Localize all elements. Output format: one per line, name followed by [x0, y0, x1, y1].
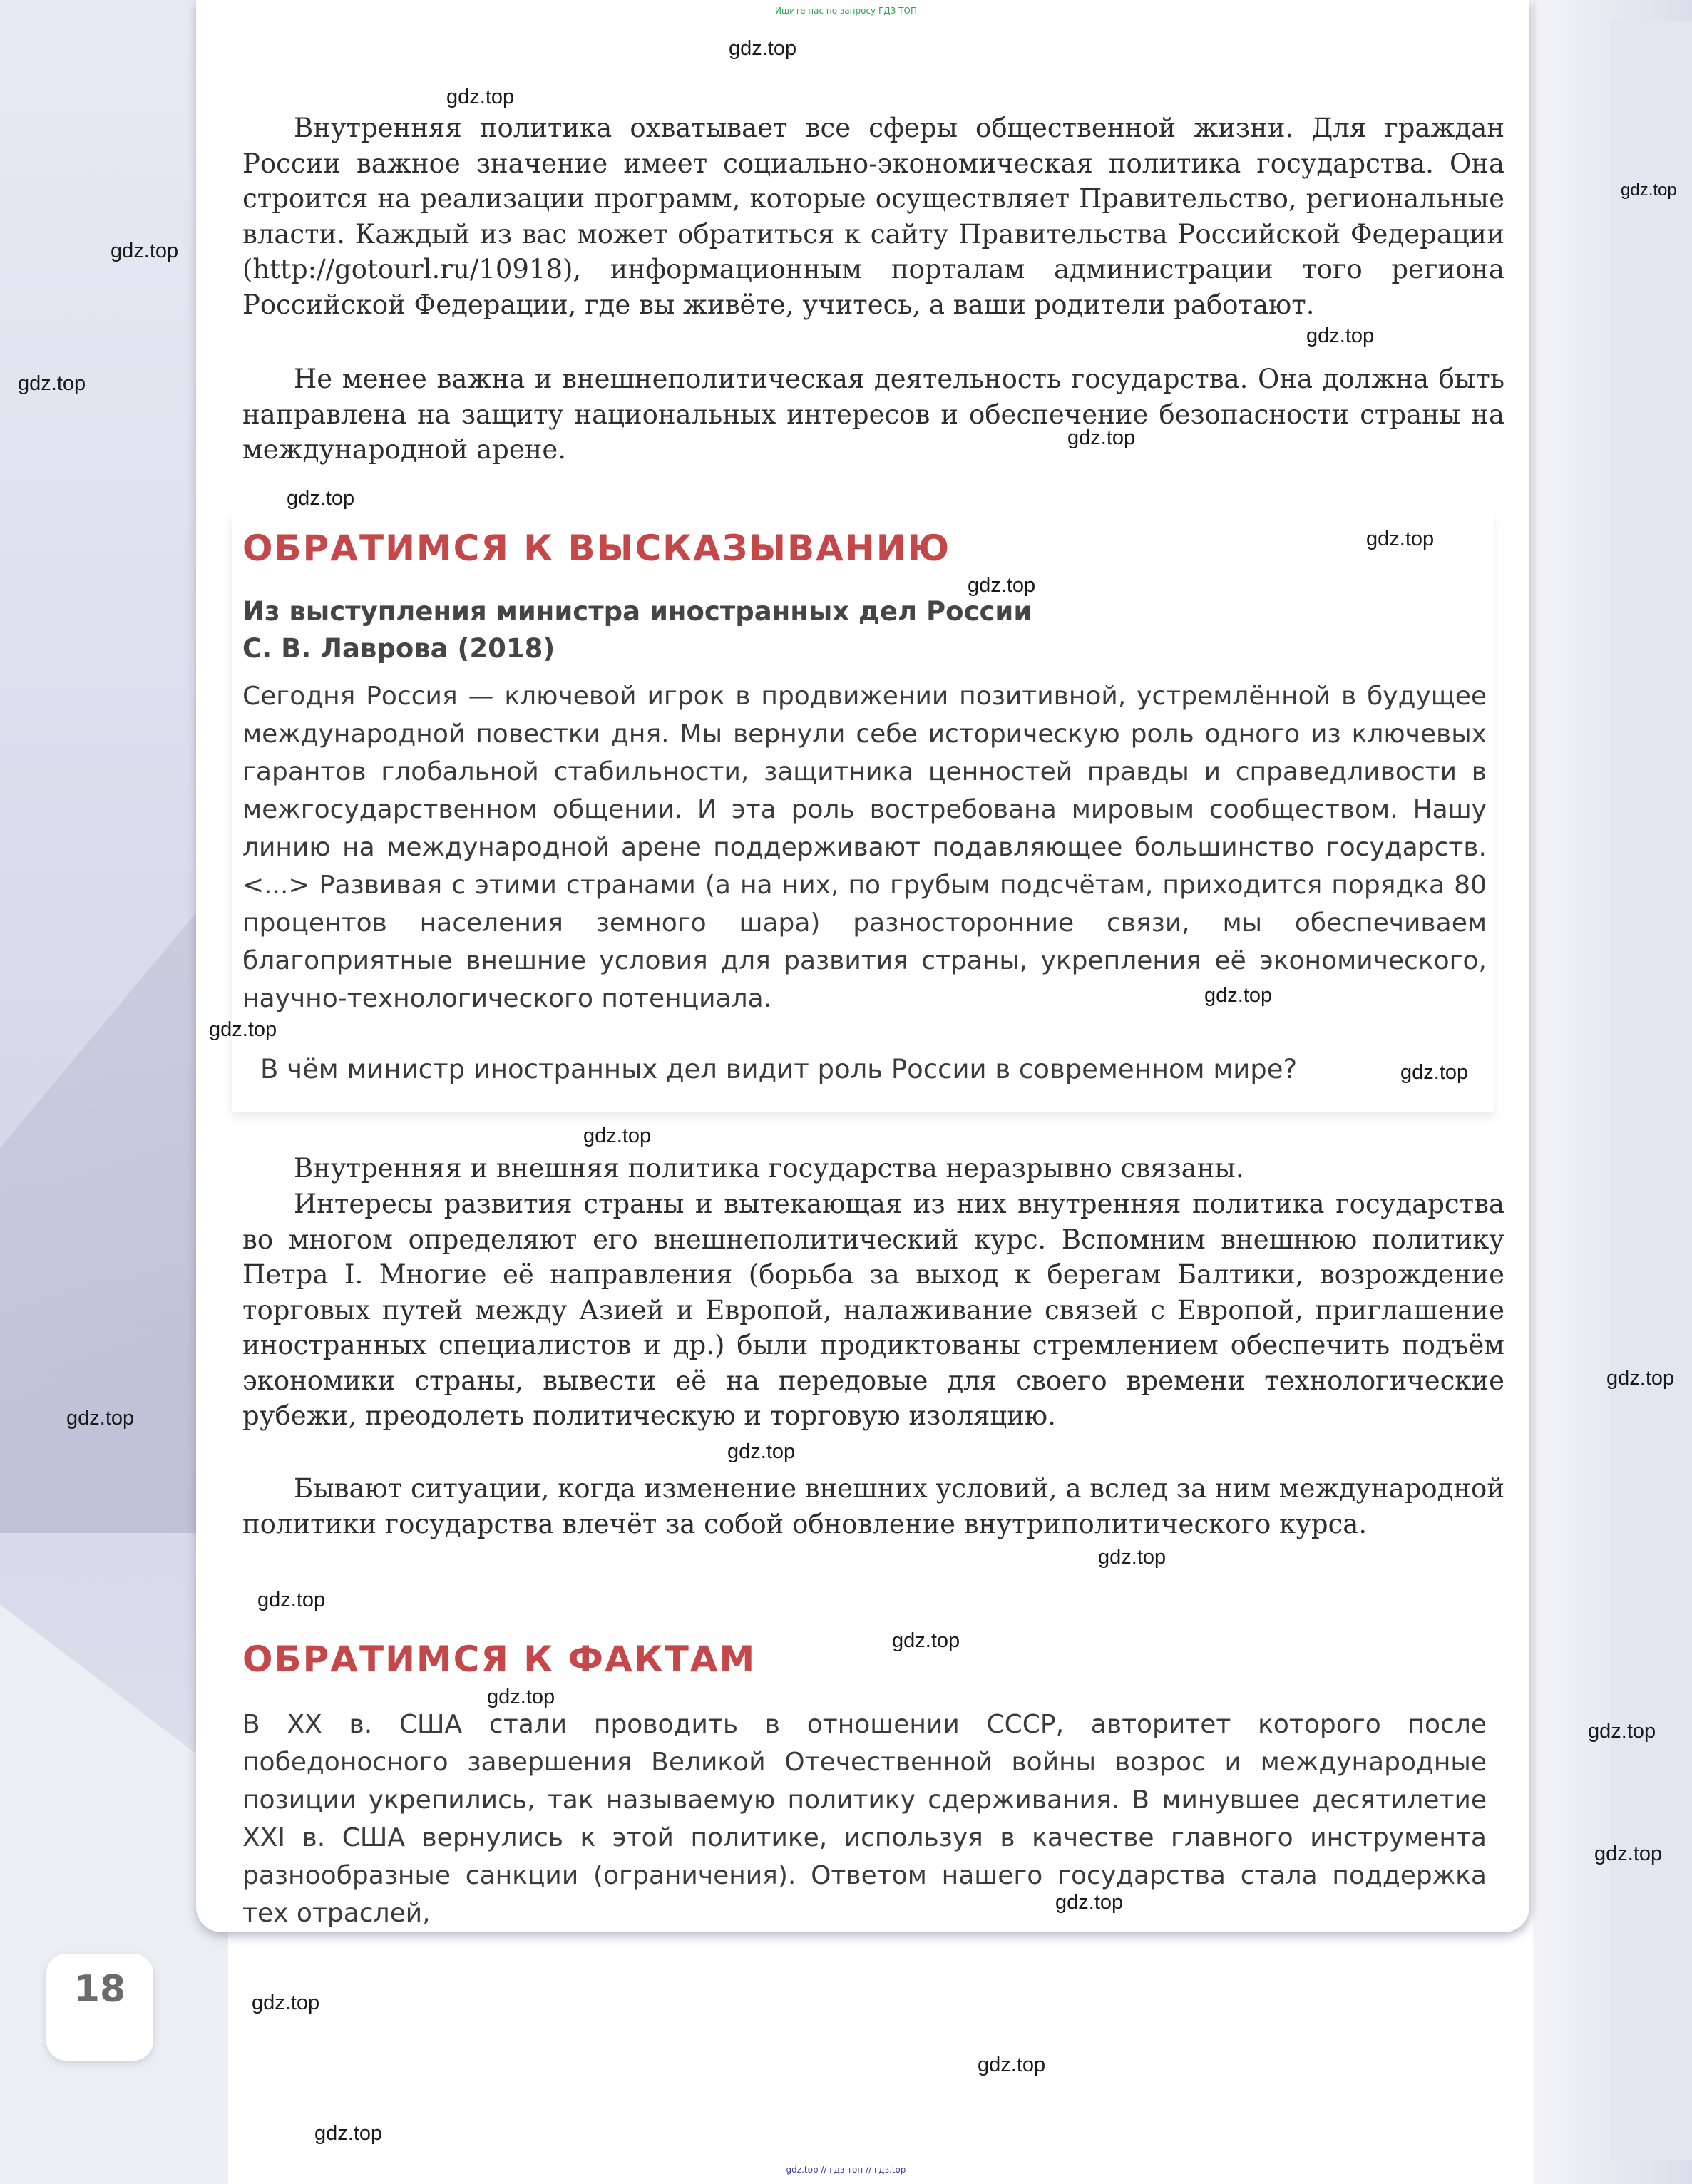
watermark: gdz.top: [968, 574, 1036, 597]
watermark: gdz.top: [1588, 1720, 1656, 1743]
watermark: gdz.top: [287, 487, 355, 510]
quote-section-heading: ОБРАТИМСЯ К ВЫСКАЗЫВАНИЮ: [242, 528, 951, 569]
watermark: gdz.top: [66, 1407, 135, 1430]
middle-paragraph: [242, 1186, 1504, 1434]
watermark: gdz.top: [487, 1686, 555, 1708]
middle-paragraph: [242, 1151, 1504, 1186]
watermark: gdz.top: [1306, 324, 1375, 347]
watermark: gdz.top: [314, 2122, 383, 2145]
watermark: gdz.top: [1621, 180, 1677, 200]
quote-body: Сегодня Россия — ключевой игрок в продвижении позитивной, устремлённой в будущее международной повестки дня. Мы вернули себе историческую роль одного из ключевых гарантов глобальной стабильности, защитника ценностей правды и справедливости в межгосударственном общении. И эта роль востребована мировым сообществом. Нашу линию на международной арене поддерживают подавляющее большинство государств. <...> Развивая с этими странами (а на них, по грубым подсчётам, приходится порядка 80 процентов населения земного шара) разносторонние связи, мы обеспечиваем благоприятные внешние условия для развития страны, укрепления её экономического, научно-технологического потенциала.: [242, 682, 1487, 1013]
watermark: gdz.top: [111, 240, 179, 262]
facts-section-heading: ОБРАТИМСЯ К ФАКТАМ: [242, 1639, 757, 1680]
watermark: gdz.top: [1594, 1842, 1663, 1865]
intro-paragraph: [242, 362, 1504, 468]
watermark: gdz.top: [1098, 1546, 1167, 1569]
watermark: gdz.top: [1055, 1891, 1124, 1914]
watermark: gdz.top: [1366, 528, 1435, 550]
watermark: gdz.top: [978, 2054, 1046, 2076]
intro-paragraph-text: Внутренняя политика охватывает все сферы общественной жизни. Для граждан России важное значение имеет социально-экономическая политика государства. Она строится на реализации программ, которые осуществляет Правительство, региональные власти. Каждый из вас может обратиться к сайту Правительства Российской Федерации (http://gotourl.ru/10918), информационным порталам администрации того региона Российской Федерации, где вы живёте, учитесь, а ваши родители работают.: [242, 113, 1504, 320]
middle-paragraph-text: Бывают ситуации, когда изменение внешних условий, а вслед за ним международной политики государства влечёт за собой обновление внутриполитического курса.: [242, 1473, 1504, 1539]
watermark: gdz.top: [252, 1991, 320, 2014]
middle-paragraph: [242, 1471, 1504, 1542]
quote-source-line1: Из выступления министра иностранных дел России: [242, 596, 1032, 627]
middle-paragraph-text: Интересы развития страны и вытекающая из них внутренняя политика государства во многом определяют его внешнеполитический курс. Вспомним внешнюю политику Петра I. Многие её направления (борьба за выход к берегам Балтики, возрождение торговых путей между Азией и Европой, налаживание связей с Европой, приглашение иностранных специалистов и др.) были продиктованы стремлением обеспечить подъём экономики страны, вывести её на передовые для своего времени технологические рубежи, преодолеть политическую и торговую изоляцию.: [242, 1189, 1504, 1431]
background-right-strip: [1611, 21, 1692, 2160]
facts-body: В XX в. США стали проводить в отношении СССР, авторитет которого после победоносного завершения Великой Отечественной войны возрос и международные позиции укрепились, так называемую политику сдерживания. В минувшее десятилетие XXI в. США вернулись к этой политике, используя в качестве главного инструмента разнообразные санкции (ограничения). Ответом нашего государства стала поддержка тех отраслей,: [242, 1710, 1487, 1928]
bottom-note: gdz.top // гдз топ // гдз.top: [786, 2165, 906, 2175]
watermark: gdz.top: [1400, 1061, 1469, 1084]
watermark: gdz.top: [1204, 984, 1273, 1007]
middle-paragraph-text: Внутренняя и внешняя политика государства неразрывно связаны.: [294, 1153, 1244, 1184]
page-number: 18: [73, 1968, 126, 2011]
intro-paragraph: [242, 111, 1504, 322]
intro-paragraph-text: Не менее важна и внешнеполитическая деятельность государства. Она должна быть направлена на защиту национальных интересов и обеспечение безопасности страны на международной арене.: [242, 364, 1504, 465]
quote-source-line2: С. В. Лаврова (2018): [242, 633, 555, 664]
watermark: gdz.top: [1606, 1367, 1675, 1390]
watermark: gdz.top: [257, 1589, 326, 1611]
watermark: gdz.top: [729, 37, 797, 60]
watermark: gdz.top: [1067, 426, 1136, 449]
watermark: gdz.top: [583, 1124, 652, 1147]
watermark: gdz.top: [892, 1629, 960, 1652]
quote-question: В чём министр иностранных дел видит роль России в современном мире?: [260, 1054, 1298, 1085]
watermark: gdz.top: [727, 1440, 796, 1463]
watermark: gdz.top: [446, 86, 515, 108]
top-note: Ищите нас по запросу ГДЗ ТОП: [775, 6, 917, 16]
watermark: gdz.top: [18, 372, 86, 395]
watermark: gdz.top: [209, 1018, 277, 1041]
